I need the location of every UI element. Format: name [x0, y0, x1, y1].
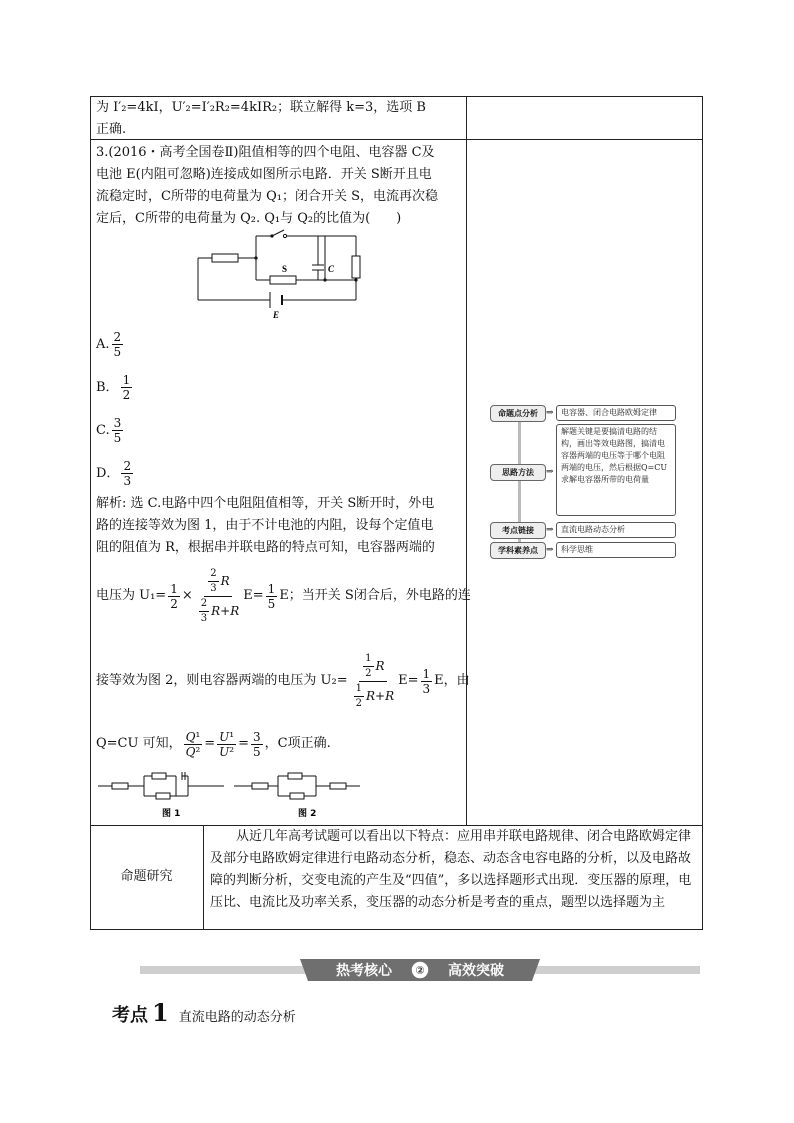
option-b[interactable]	[96, 373, 134, 402]
kaodian-heading	[112, 998, 296, 1027]
solution-line2: 路的连接等效为图 1，由于不计电池的内阻，设每个定值电	[96, 518, 434, 533]
option-c[interactable]	[96, 416, 125, 445]
top-row-line1: 为 I′₂=4kI，U′₂=I′₂R₂=4kIR₂；联立解得 k=3，选项 B	[96, 100, 426, 115]
option-a-num: 2	[113, 330, 122, 344]
mindmap-text-2: 解题关键是要搞清电路的结构，画出等效电路图，搞清电容器两端的电压等于哪个电阻两端的电压，然后根据Q=CU求解电容器所带的电荷量	[556, 424, 676, 516]
eq3-prefix: Q=CU 可知，	[96, 736, 182, 751]
option-c-fraction	[112, 416, 124, 445]
mindmap-text-3: 直流电路动态分析	[556, 522, 676, 538]
mindmap-text-1: 电容器、闭合电路欧姆定律	[556, 405, 676, 421]
solution-eq1: 电压为 U₁= $\frac{1}{2}$ × $\frac{2}{3}$ R $\frac{2}{3}$ R+R E= $\frac{1}{5}$ E；当开关 S闭合后，外电路的连	[96, 567, 471, 624]
circuit-label-battery: E	[273, 310, 280, 320]
banner-badge: ②	[415, 964, 425, 977]
option-d-letter: D．	[96, 466, 120, 481]
mindmap-arrow-3: ⇒	[546, 525, 554, 535]
mindmap-tag-2: 思路方法	[490, 464, 546, 481]
kaodian-title: 直流电路的动态分析	[178, 1010, 296, 1025]
option-b-den: 2	[122, 388, 131, 402]
option-a-den: 5	[113, 345, 122, 359]
mindmap-arrow-4: ⇒	[546, 545, 554, 555]
solution-eq2: 接等效为图 2，则电容器两端的电压为 U₂= $\frac{1}{2}$ R $\frac{1}{2}$ R+R E= $\frac{1}{3}$ E，由	[96, 652, 470, 709]
mindmap-tag-4: 学科素养点	[490, 542, 546, 559]
question-line3: 流稳定时，C所带的电荷量为 Q₁；闭合开关 S，电流再次稳	[96, 189, 438, 204]
option-b-fraction	[121, 373, 133, 402]
circuit-label-switch: S	[282, 264, 288, 274]
question-line2: 电池 E(内阻可忽略)连接成如图所示电路．开关 S断开且电	[96, 167, 432, 182]
option-c-den: 5	[113, 431, 122, 445]
table-divider-research	[203, 825, 204, 930]
figure-1-label: 图 1	[162, 809, 181, 819]
option-a-fraction	[112, 330, 124, 359]
banner-left: 热考核心	[336, 963, 392, 979]
eq1-suffix: E=	[243, 588, 264, 603]
question-intro	[96, 142, 464, 230]
option-d[interactable]	[96, 459, 135, 488]
solution-line1: 解析: 选 C.电路中四个电阻阻值相等，开关 S断开时，外电	[96, 496, 435, 511]
top-row-line2: 正确.	[96, 122, 127, 137]
option-d-den: 3	[123, 474, 132, 488]
eq1-prefix: 电压为 U₁=	[96, 588, 167, 603]
research-label: 命题研究	[120, 869, 173, 884]
research-text: 从近几年高考试题可以看出以下特点：应用串并联电路规律、闭合电路欧姆定律及部分电路欧姆定律进行电路动态分析，稳态、动态含电容电路的分析，以及电路故障的判断分析，交变电流的产生及“四值”，多以选择题形式出现．变压器的原理，电压比、电流比及功率关系，变压器的动态分析是考查的重点，题型以选择题为主	[210, 829, 692, 910]
eq2-suffix: E=	[398, 673, 419, 688]
mindmap	[490, 402, 680, 562]
circuit-label-capacitor: C	[328, 264, 335, 274]
option-d-num: 2	[123, 459, 132, 473]
option-a-letter: A.	[96, 337, 110, 352]
figure-1-circuit	[96, 768, 226, 820]
mindmap-text-4: 科学思维	[556, 542, 676, 558]
kaodian-number: 1	[152, 998, 169, 1027]
option-c-num: 3	[113, 416, 122, 430]
question-line1: 3.(2016・高考全国卷Ⅱ)阻值相等的四个电阻、电容器 C及	[96, 145, 435, 160]
solution-eq3: Q=CU 可知， $\frac{\text{Q¹}}{\text{Q²}}$ = $\frac{\text{U¹}}{\text{U²}}$ = $\frac{3}{5}$ ，C项正确.	[96, 729, 331, 759]
eq2-tail: E，由	[434, 673, 470, 688]
figure-2-label: 图 2	[298, 809, 317, 819]
mindmap-arrow-2: ⇒	[546, 467, 554, 477]
eq2-prefix: 接等效为图 2，则电容器两端的电压为 U₂=	[96, 673, 348, 688]
question-line4: 定后，C所带的电荷量为 Q₂. Q₁与 Q₂的比值为( )	[96, 211, 402, 226]
option-b-num: 1	[122, 373, 131, 387]
solution-line3: 阻的阻值为 R，根据串并联电路的特点可知，电容器两端的	[96, 540, 435, 555]
option-a[interactable]	[96, 330, 125, 359]
mindmap-tag-3: 考点链接	[490, 522, 546, 539]
eq1-tail: E；当开关 S闭合后，外电路的连	[279, 588, 471, 603]
banner-right: 高效突破	[448, 963, 504, 979]
table-divider-vertical	[466, 96, 467, 825]
circuit-diagram	[190, 228, 370, 320]
mindmap-arrow-1: ⇒	[546, 408, 554, 418]
eq3-tail: ，C项正确.	[264, 736, 331, 751]
option-d-fraction	[121, 459, 133, 488]
option-b-letter: B．	[96, 380, 119, 395]
section-banner	[140, 956, 700, 984]
figure-2-circuit	[232, 768, 362, 820]
kaodian-label: 考点	[112, 1005, 148, 1026]
mindmap-tag-1: 命题点分析	[490, 405, 546, 422]
solution-text	[96, 493, 464, 559]
option-c-letter: C.	[96, 423, 110, 438]
top-row-text	[96, 97, 464, 141]
